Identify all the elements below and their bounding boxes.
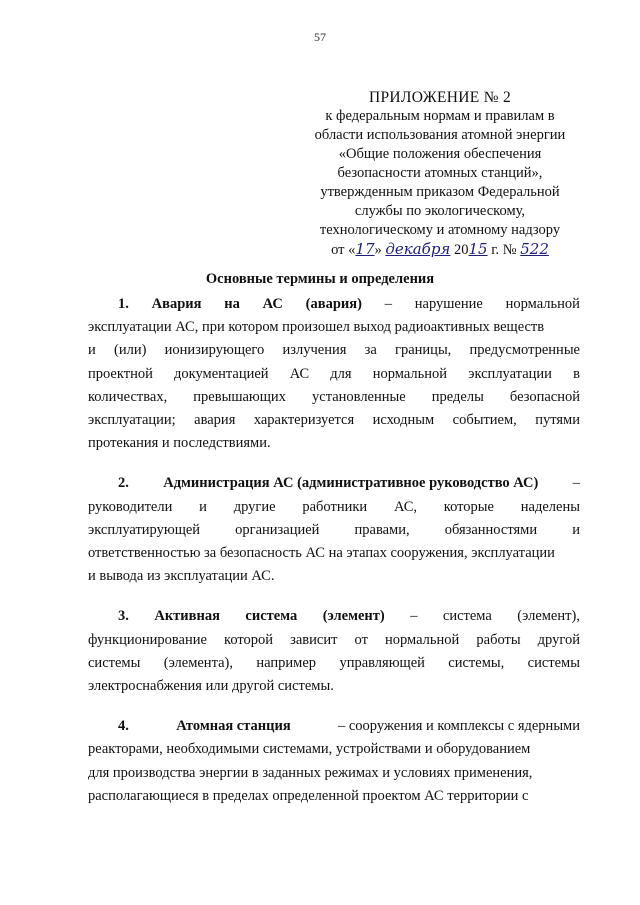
text-line bbox=[88, 762, 580, 785]
text-word: и bbox=[199, 498, 207, 515]
text-word: организацией bbox=[235, 521, 320, 538]
text-line bbox=[88, 363, 580, 386]
text-word: границы, bbox=[395, 342, 452, 359]
text-word: – bbox=[384, 296, 392, 312]
text-line bbox=[88, 316, 580, 339]
text-word: протекания и последствиями. bbox=[88, 435, 271, 452]
order-year-prefix: 20 bbox=[453, 242, 469, 258]
text-word: характеризуется bbox=[253, 412, 355, 429]
item-number: 3. bbox=[118, 608, 129, 625]
order-prefix: от « bbox=[331, 242, 356, 258]
definition-item bbox=[88, 472, 580, 588]
text-line bbox=[88, 675, 580, 698]
text-line bbox=[88, 715, 580, 738]
text-word: другой bbox=[537, 631, 580, 648]
text-word: пределы bbox=[431, 388, 484, 405]
item-number: 4. bbox=[118, 718, 129, 735]
text-word: системы, bbox=[448, 654, 505, 671]
text-word: излучения bbox=[282, 342, 347, 359]
appendix-line: области использования атомной энергии bbox=[314, 127, 566, 143]
text-word: эксплуатации; bbox=[88, 412, 176, 429]
text-word: – bbox=[410, 608, 418, 625]
text-line bbox=[88, 542, 580, 565]
term-word: Администрация АС (административное руководство АС) bbox=[163, 475, 539, 492]
text-word: и вывода из эксплуатации АС. bbox=[88, 568, 275, 585]
page-number: 57 bbox=[314, 30, 326, 44]
term-word: Авария bbox=[151, 296, 202, 312]
text-line bbox=[88, 409, 580, 432]
text-line bbox=[88, 519, 580, 542]
text-line bbox=[88, 629, 580, 652]
definition-item bbox=[88, 293, 580, 455]
appendix-line: утвержденным приказом Федеральной bbox=[320, 184, 560, 200]
text-word: (или) bbox=[114, 342, 147, 359]
text-word: работы bbox=[476, 631, 521, 648]
text-word: – сооружения и комплексы с ядерными bbox=[338, 718, 580, 735]
order-year-handwritten: 15 bbox=[468, 240, 488, 258]
term-word: (авария) bbox=[305, 296, 362, 312]
order-month-handwritten: декабря bbox=[385, 240, 451, 258]
text-word: и bbox=[88, 342, 96, 359]
text-word: авария bbox=[194, 412, 236, 429]
order-line bbox=[290, 240, 590, 260]
text-word: превышающих bbox=[193, 388, 286, 405]
text-word: (элемента), bbox=[163, 654, 233, 671]
text-word: установленные bbox=[312, 388, 406, 405]
text-word: наделены bbox=[520, 498, 580, 515]
text-word: другие bbox=[233, 498, 276, 515]
text-line bbox=[88, 565, 580, 588]
text-word: управляющей bbox=[339, 654, 425, 671]
text-word: нормальной bbox=[372, 365, 448, 382]
term-word: (элемент) bbox=[322, 608, 385, 625]
text-word: за bbox=[364, 342, 377, 359]
text-word: руководители bbox=[88, 498, 173, 515]
text-word: например bbox=[256, 654, 317, 671]
text-word: нормальной bbox=[505, 296, 580, 312]
term-word: АС bbox=[262, 296, 283, 312]
appendix-line: технологическому и атомному надзору bbox=[319, 222, 561, 238]
text-word: количествах, bbox=[88, 388, 168, 405]
appendix-line: безопасности атомных станций», bbox=[337, 165, 543, 181]
text-word: эксплуатации АС, при котором произошел выход радиоактивных веществ bbox=[88, 319, 545, 336]
text-word: системы bbox=[527, 654, 580, 671]
text-word: располагающиеся в пределах определенной проектом АС территории с bbox=[88, 787, 529, 804]
text-line bbox=[88, 652, 580, 675]
appendix-line: «Общие положения обеспечения bbox=[338, 146, 542, 162]
term-word: Активная bbox=[154, 608, 220, 625]
text-word: ионизирующего bbox=[164, 342, 265, 359]
text-word: нормальной bbox=[385, 631, 460, 648]
text-word: событием, bbox=[452, 412, 517, 429]
text-word: для производства энергии в заданных режимах и условиях применения, bbox=[88, 764, 533, 781]
appendix-line: службы по экологическому, bbox=[354, 203, 526, 219]
text-word: нарушение bbox=[414, 296, 483, 312]
definitions-list bbox=[88, 293, 580, 808]
text-word: исходным bbox=[372, 412, 435, 429]
text-word: (элемент), bbox=[517, 608, 580, 625]
item-number: 1. bbox=[118, 296, 129, 312]
section-heading: Основные термины и определения bbox=[205, 271, 435, 287]
text-word: работники bbox=[302, 498, 368, 515]
text-word: АС, bbox=[393, 498, 417, 515]
text-word: электроснабжения или другой системы. bbox=[88, 678, 334, 695]
text-line bbox=[88, 386, 580, 409]
order-year-suffix: г. № bbox=[491, 242, 517, 258]
text-line bbox=[88, 785, 580, 808]
text-word: в bbox=[573, 365, 580, 382]
text-word: система bbox=[442, 608, 492, 625]
text-word: которой bbox=[224, 631, 274, 648]
text-line bbox=[88, 339, 580, 362]
definition-item bbox=[88, 715, 580, 808]
term-word: система bbox=[245, 608, 298, 625]
text-word: от bbox=[354, 631, 368, 648]
text-word: безопасной bbox=[509, 388, 580, 405]
order-number-handwritten: 522 bbox=[520, 240, 549, 258]
order-day-handwritten: 17 bbox=[355, 240, 375, 258]
text-word: эксплуатирующей bbox=[88, 521, 201, 538]
appendix-title: ПРИЛОЖЕНИЕ № 2 bbox=[368, 89, 512, 106]
term-word: на bbox=[224, 296, 240, 312]
text-line bbox=[88, 738, 580, 761]
text-word: предусмотренные bbox=[469, 342, 580, 359]
text-line bbox=[88, 432, 580, 455]
order-quote: » bbox=[374, 242, 382, 258]
text-line bbox=[88, 472, 580, 495]
item-number: 2. bbox=[118, 475, 129, 492]
text-word: – bbox=[572, 475, 580, 492]
appendix-block bbox=[290, 88, 590, 260]
text-word: АС bbox=[289, 365, 310, 382]
text-line bbox=[88, 496, 580, 519]
text-word: функционирование bbox=[88, 631, 207, 648]
text-word: правами, bbox=[354, 521, 410, 538]
definition-item bbox=[88, 605, 580, 698]
text-word: путями bbox=[535, 412, 580, 429]
text-word: документацией bbox=[174, 365, 269, 382]
text-word: ответственностью за безопасность АС на этапах сооружения, эксплуатации bbox=[88, 545, 555, 562]
text-line bbox=[88, 293, 580, 316]
text-word: эксплуатации bbox=[468, 365, 552, 382]
term-word: Атомная станция bbox=[176, 718, 291, 735]
text-word: зависит bbox=[290, 631, 338, 648]
text-word: которые bbox=[443, 498, 494, 515]
text-word: и bbox=[572, 521, 580, 538]
text-word: системы bbox=[88, 654, 141, 671]
appendix-line: к федеральным нормам и правилам в bbox=[325, 108, 555, 124]
text-word: проектной bbox=[88, 365, 153, 382]
text-word: для bbox=[330, 365, 352, 382]
text-word: реакторами, необходимыми системами, устройствами и оборудованием bbox=[88, 741, 531, 758]
text-line bbox=[88, 605, 580, 628]
text-word: обязанностями bbox=[444, 521, 538, 538]
